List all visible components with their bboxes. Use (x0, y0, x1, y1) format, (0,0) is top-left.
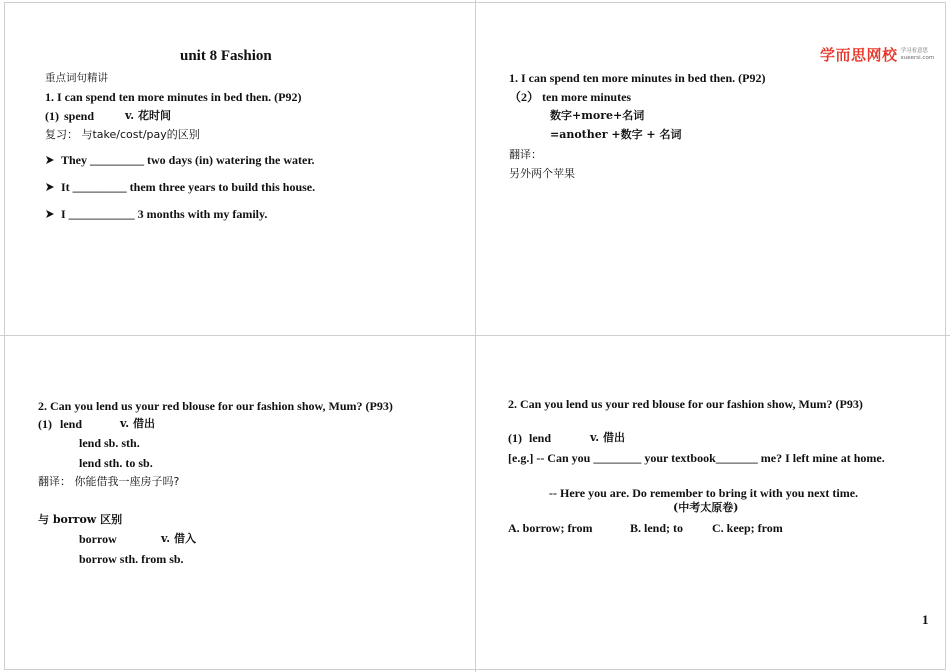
example-reply: -- Here you are. Do remember to bring it with you next time. (549, 486, 859, 500)
example-question: [e.g.] -- Can you ________ your textbook_______ me? I left mine at home. (508, 451, 885, 465)
page-number: 1 (922, 612, 929, 627)
key-sentence: 1. I can spend ten more minutes in bed then. (P92) (509, 71, 766, 85)
translate-text: 另外两个苹果 (509, 167, 575, 180)
page-border-top (4, 2, 946, 3)
item-word: lend (529, 431, 552, 445)
item-pos: v. 花时间 (125, 109, 171, 122)
compare-heading: 与 borrow 区别 (38, 513, 123, 526)
review-note: 复习： 与take/cost/pay的区别 (45, 128, 200, 141)
key-sentence: 1. I can spend ten more minutes in bed then. (P92) (45, 90, 302, 104)
arrow-bullet-icon (45, 155, 55, 165)
item-number: (1) (45, 109, 59, 123)
item-heading: （2） ten more minutes (509, 90, 632, 104)
translate-label: 翻译： (509, 148, 542, 161)
example-source: (中考太原卷) (673, 501, 739, 514)
slide-title: unit 8 Fashion (180, 48, 272, 64)
page-border-right (945, 2, 946, 670)
key-sentence: 2. Can you lend us your red blouse for our fashion show, Mum? (P93) (508, 397, 863, 411)
arrow-bullet-icon (45, 182, 55, 192)
bullet-item (45, 179, 315, 195)
logo-sub-text: 学习看意思 (900, 47, 929, 54)
formula-line: =another +数字 + 名词 (550, 128, 682, 141)
page-border-left (4, 2, 5, 670)
item-pos: v. 借出 (590, 431, 625, 444)
answer-option: B. lend; to (630, 521, 684, 535)
borrow-pos: v. 借入 (161, 532, 196, 545)
bullet-item (45, 152, 315, 168)
logo-main-text: 学而思网校 (820, 46, 898, 64)
bullet-item (45, 206, 267, 222)
answer-option: A. borrow; from (508, 521, 593, 535)
slide-subtitle: 重点词句精讲 (45, 72, 108, 84)
item-word: lend (60, 417, 83, 431)
page-border-bottom (4, 669, 946, 670)
item-word: spend (64, 109, 95, 123)
bullet-text: They _________ two days (in) watering the water. (61, 153, 315, 167)
slide-divider-vertical (475, 0, 476, 672)
answer-option: C. keep; from (712, 521, 783, 535)
key-sentence: 2. Can you lend us your red blouse for our fashion show, Mum? (P93) (38, 399, 393, 413)
arrow-bullet-icon (45, 209, 55, 219)
bullet-text: I ___________ 3 months with my family. (61, 207, 268, 221)
logo-domain-text: xueersi.com (900, 54, 935, 61)
usage-line: borrow sth. from sb. (79, 552, 184, 566)
usage-line: lend sb. sth. (79, 436, 140, 450)
borrow-word: borrow (79, 532, 117, 546)
slide-divider-horizontal (0, 335, 950, 336)
item-pos: v. 借出 (120, 417, 155, 430)
translate-exercise: 翻译： 你能借我一座房子吗? (38, 475, 180, 488)
item-number: (1) (508, 431, 522, 445)
item-number: (1) (38, 417, 52, 431)
brand-logo (820, 44, 934, 65)
usage-line: lend sth. to sb. (79, 456, 153, 470)
bullet-text: It _________ them three years to build this house. (61, 180, 316, 194)
formula-line: 数字+more+名词 (550, 109, 645, 122)
